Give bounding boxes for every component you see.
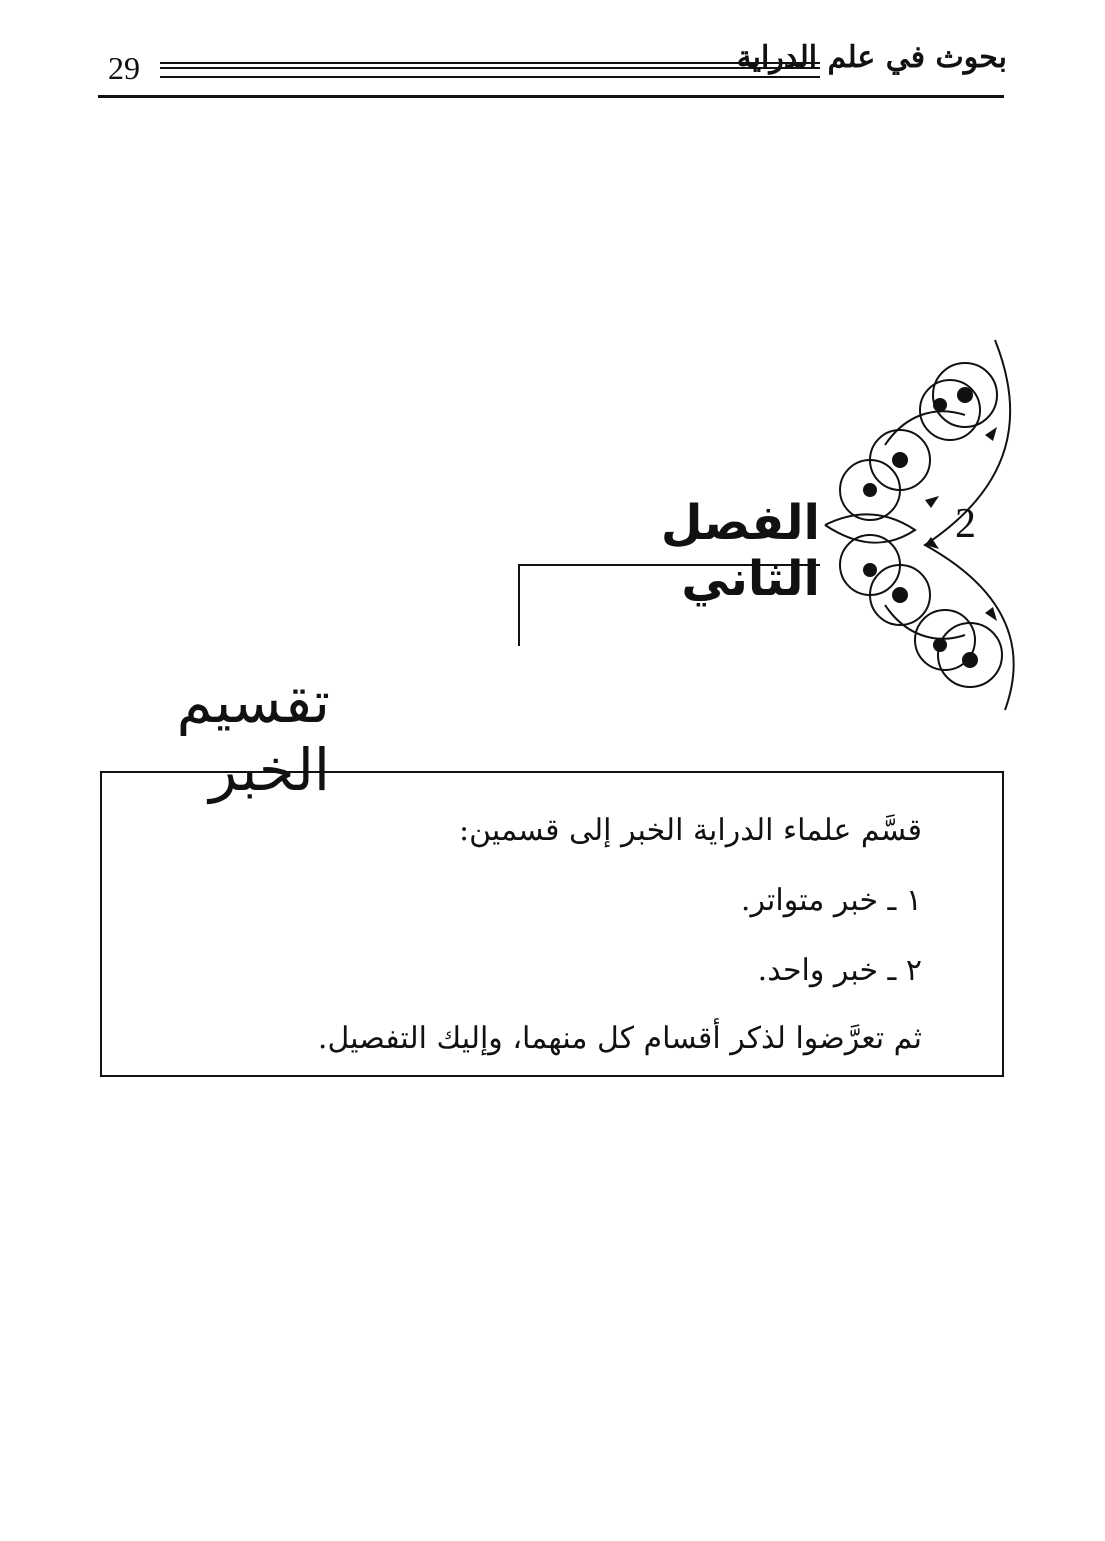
content-line: ٢ ـ خبر واحد. (757, 953, 922, 988)
chapter-title: تقسيم الخبر (176, 668, 330, 804)
chapter-number: 2 (955, 501, 976, 547)
header-rules (160, 62, 820, 78)
content-line: قسَّم علماء الدراية الخبر إلى قسمين: (458, 813, 922, 848)
header-divider (98, 95, 1004, 98)
content-box (100, 771, 1004, 1077)
content-line: ١ ـ خبر متواتر. (740, 883, 922, 918)
chapter-frame-vertical (518, 564, 520, 646)
chapter-frame-horizontal (518, 564, 820, 566)
floral-ornament-icon (815, 335, 1015, 715)
page-number: 29 (108, 50, 140, 86)
running-title: بحوث في علم الدراية (736, 40, 1007, 75)
content-line: ثم تعرَّضوا لذكر أقسام كل منهما، وإليك التفصيل. (317, 1021, 922, 1056)
chapter-label: الفصل الثاني (660, 495, 820, 607)
